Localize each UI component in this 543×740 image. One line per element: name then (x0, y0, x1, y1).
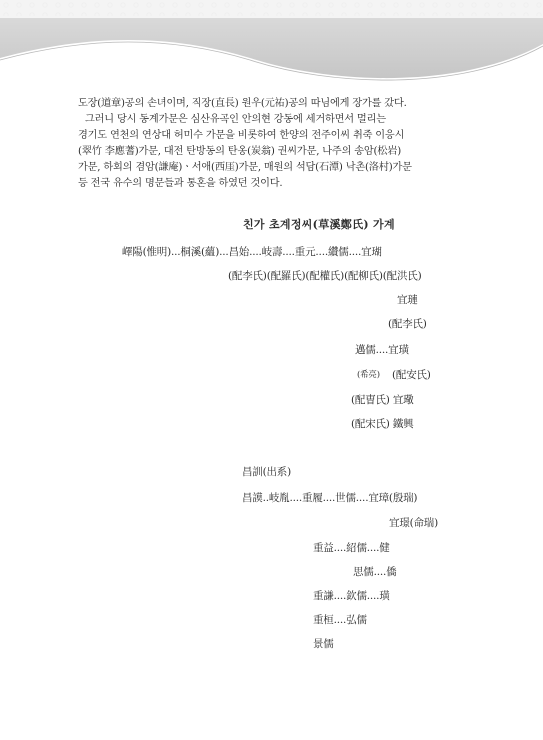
genealogy-line: 重謙....欽儒....璜 (313, 590, 390, 602)
genealogy-line: (配李氏)(配羅氏)(配權氏)(配柳氏)(配洪氏) (228, 270, 422, 282)
genealogy-line: 邁儒....宜璜 (355, 344, 409, 356)
paragraph-line: (翠竹 李應蓍)가문, 대전 탄방동의 탄옹(炭翁) 권씨가문, 나주의 송암(松岩) (78, 146, 402, 157)
genealogy-line: 景儒 (313, 638, 334, 650)
paragraph-line: 가문, 하회의 겸암(謙庵)ㆍ서애(西厓)가문, 매원의 석담(石潭) 낙촌(洛村)가문 (78, 162, 412, 173)
genealogy-line: 重益....紹儒....健 (313, 542, 390, 554)
genealogy-line: (配安氏) (392, 369, 431, 381)
genealogy-line: (配曺氏) 宜璥 (351, 394, 414, 406)
genealogy-line: 宜璉 (397, 294, 418, 306)
paragraph-line: 도장(道章)공의 손녀이며, 직장(直長) 원우(元祐)공의 따님에게 장가를 갔다. (78, 98, 407, 109)
genealogy-line: 宜璟(命瑞) (389, 517, 438, 529)
genealogy-line: (希亮) (357, 370, 380, 380)
decorative-header-band (0, 0, 543, 90)
section-title: 친가 초계정씨(草溪鄭氏) 가계 (243, 218, 395, 231)
genealogy-line: 昌訓(出系) (242, 466, 291, 478)
genealogy-line: 昌謨..岐胤....重履....世儒....宜璋(殷瑞) (242, 492, 418, 504)
genealogy-line: 重桓....弘儒 (313, 614, 367, 626)
genealogy-line: (配宋氏) 鐵興 (351, 418, 414, 430)
genealogy-line: (配李氏) (388, 318, 427, 330)
paragraph-line: 경기도 연천의 연상대 허미수 가문을 비롯하여 한양의 전주이씨 취죽 이응시 (78, 130, 405, 141)
paragraph-line: 그러니 당시 동계가문은 심산유곡인 안의현 강동에 세거하면서 멀리는 (85, 114, 386, 125)
genealogy-line: 思儒....僑 (353, 566, 397, 578)
paragraph-line: 등 전국 유수의 명문들과 통혼을 하였던 것이다. (78, 178, 283, 189)
genealogy-line: 嶧陽(惟明)...桐溪(蘊)...昌始....岐壽....重元....纘儒....宜瑚 (122, 246, 382, 258)
